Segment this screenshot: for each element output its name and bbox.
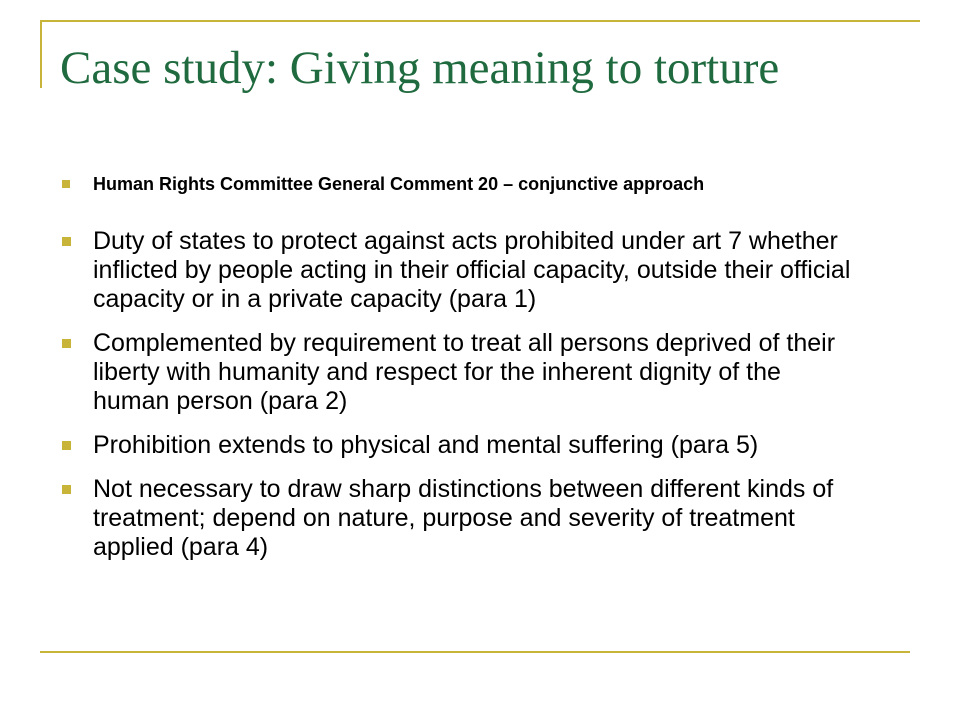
frame-bottom-line bbox=[40, 651, 910, 653]
bullet-text: Duty of states to protect against acts prohibited under art 7 whether inflicted by people acting in their official capacity, outside their official capacity or in a private capacity (para 1) bbox=[93, 227, 851, 313]
bullet-text: Not necessary to draw sharp distinctions between different kinds of treatment; depend on nature, purpose and severity of treatment applied (para 4) bbox=[93, 475, 834, 561]
bullet-item bbox=[62, 329, 862, 416]
frame-left-line bbox=[40, 20, 42, 88]
square-bullet-icon bbox=[62, 180, 70, 188]
frame-top-line bbox=[40, 20, 920, 22]
slide-title: Case study: Giving meaning to torture bbox=[60, 42, 780, 94]
square-bullet-icon bbox=[62, 441, 71, 450]
bullet-text: Human Rights Committee General Comment 20 – conjunctive approach bbox=[93, 174, 705, 194]
square-bullet-icon bbox=[62, 339, 71, 348]
bullet-text: Complemented by requirement to treat all persons deprived of their liberty with humanity and respect for the inherent dignity of the human person (para 2) bbox=[93, 329, 836, 415]
square-bullet-icon bbox=[62, 237, 71, 246]
bullet-item bbox=[62, 174, 862, 194]
bullet-item bbox=[62, 431, 862, 460]
bullet-list bbox=[62, 174, 862, 577]
bullet-item bbox=[62, 475, 862, 562]
bullet-text: Prohibition extends to physical and mental suffering (para 5) bbox=[93, 431, 759, 459]
bullet-item bbox=[62, 227, 862, 314]
square-bullet-icon bbox=[62, 485, 71, 494]
